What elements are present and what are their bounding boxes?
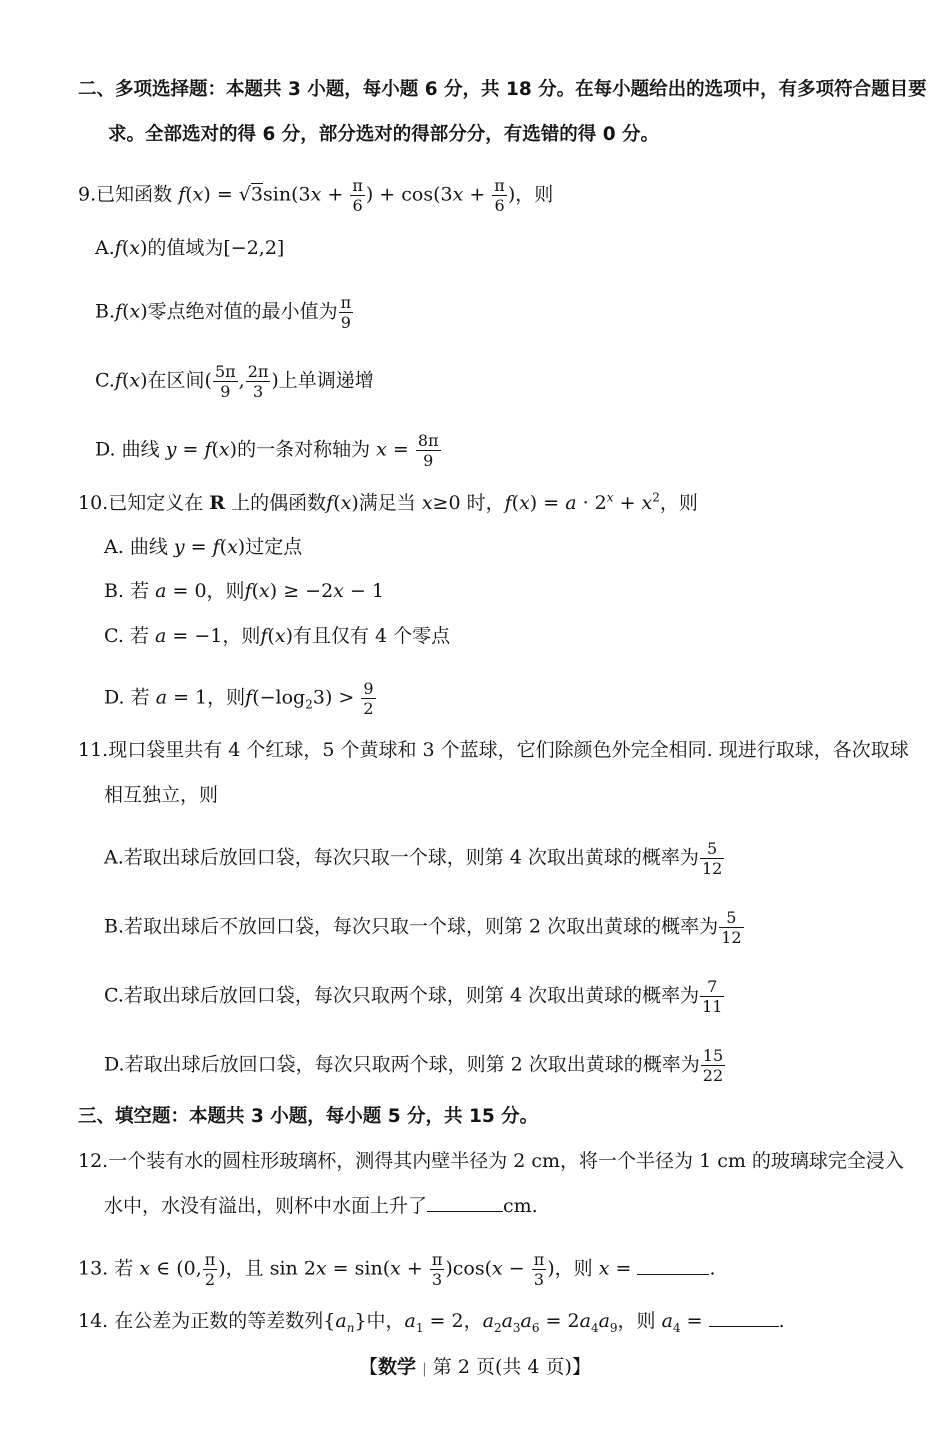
option-label: A.: [95, 237, 115, 259]
fraction-denominator: 11: [702, 997, 723, 1016]
fraction: [700, 839, 724, 878]
unit-text: cm.: [503, 1195, 538, 1217]
fraction: $\frac{\pi}{6}$: [494, 176, 505, 215]
question-10-option-b: B. 若 a = 0，则f(x) ≥ −2x − 1: [104, 580, 384, 602]
option-text: 的一条对称轴为: [237, 438, 371, 461]
question-12-line2: [104, 1194, 538, 1218]
stem-text: ，且: [225, 1257, 264, 1280]
section2-heading-line1: 二、多项选择题：本题共 3 小题，每小题 6 分，共 18 分。在每小题给出的选项中，有多项符合题目要: [78, 79, 927, 100]
answer-blank[interactable]: [427, 1210, 503, 1212]
option-label: A.: [104, 536, 124, 558]
stem-text: 已知函数: [96, 183, 173, 206]
answer-blank[interactable]: [709, 1325, 779, 1327]
question-9-option-b: B.f(x)零点绝对值的最小值为 $\frac{\pi}{9}$: [95, 293, 352, 332]
stem-tail: ，则: [515, 183, 554, 206]
question-11-option-b: [104, 908, 745, 947]
section2-heading-line2: 求。全部选对的得 6 分，部分选对的得部分分，有选错的得 0 分。: [108, 124, 660, 145]
stem-text: ，则: [617, 1310, 656, 1332]
fraction: [700, 977, 724, 1016]
stem-text: 一个装有水的圆柱形玻璃杯，测得其内壁半径为 2 cm，将一个半径为 1 cm 的玻璃球完全浸入: [108, 1150, 904, 1172]
option-text: 若取出球后放回口袋，每次只取两个球，则第 4 次取出黄球的概率为: [123, 984, 700, 1007]
option-text: ，则: [207, 686, 246, 709]
fraction: $\frac{8\pi}{9}$: [417, 431, 439, 470]
option-text: 过定点: [245, 536, 303, 558]
option-label: C.: [95, 369, 115, 392]
fraction: [719, 908, 743, 947]
question-10-option-c: C. 若 a = −1，则f(x)有且仅有 4 个零点: [104, 625, 451, 647]
question-9-stem: 9.已知函数 f(x) = √3sin(3x + $\frac{\pi}{6}$ ) + cos(3x + $\frac{\pi}{6}$ )，则: [78, 176, 554, 215]
question-11-stem-line2: 相互独立，则: [104, 784, 219, 806]
fraction-numerator: 5: [719, 908, 743, 928]
option-label: B.: [104, 915, 125, 938]
option-label: A.: [104, 846, 124, 869]
fraction-denominator: 12: [721, 928, 742, 947]
stem-text: 时，: [466, 492, 505, 514]
stem-text: 现口袋里共有 4 个红球，5 个黄球和 3 个蓝球，它们除颜色外完全相同. 现进行取球，各次取球: [108, 739, 909, 761]
option-text: 曲线: [121, 438, 160, 461]
option-text: 若取出球后放回口袋，每次只取两个球，则第 2 次取出黄球的概率为: [124, 1053, 700, 1076]
question-number: 13.: [78, 1257, 109, 1280]
option-text: 若取出球后不放回口袋，每次只取一个球，则第 2 次取出黄球的概率为: [124, 915, 719, 938]
option-text: ，则: [222, 625, 261, 647]
stem-text: 在公差为正数的等差数列: [114, 1310, 324, 1332]
fraction: $\frac{\pi}{2}$: [204, 1250, 216, 1289]
stem-text: 满足当: [358, 492, 416, 514]
option-label: B.: [95, 300, 116, 323]
option-text: 曲线: [129, 536, 168, 558]
question-10-stem: 10.已知定义在 R 上的偶函数f(x)满足当 x≥0 时，$f(x) = a \cdot 2^x + x^2$，则: [78, 490, 698, 514]
fraction-denominator: 22: [702, 1066, 724, 1085]
option-label: D.: [95, 438, 116, 461]
footer-page-number: 第 2 页(共 4 页): [432, 1356, 572, 1378]
fraction-denominator: 12: [701, 859, 723, 878]
question-9-option-a: A.f(x)的值域为[−2,2]: [95, 237, 285, 259]
real-set-symbol: R: [209, 492, 226, 514]
fraction-numerator: 7: [700, 977, 724, 997]
question-number: 11.: [78, 739, 109, 761]
option-label: D.: [104, 686, 125, 709]
question-number: 9.: [78, 183, 97, 206]
question-11-option-d: [104, 1046, 726, 1085]
question-number: 12.: [78, 1150, 109, 1172]
fraction-numerator: 15: [702, 1046, 724, 1065]
option-text: 若: [130, 580, 150, 602]
option-text: 若: [129, 625, 149, 647]
fraction: $\frac{\pi}{3}$: [431, 1250, 443, 1289]
option-text: 有且仅有 4 个零点: [292, 625, 451, 647]
option-text: 零点绝对值的最小值为: [147, 300, 338, 323]
question-11-option-c: [104, 977, 725, 1016]
option-text: 在区间(: [147, 369, 212, 392]
fraction: $\frac{\pi}{6}$: [352, 176, 363, 215]
option-text: )上单调递增: [271, 369, 374, 392]
fraction: $\frac{\pi}{3}$: [533, 1250, 545, 1289]
stem-text: 已知定义在: [108, 492, 204, 514]
option-text: 若取出球后放回口袋，每次只取一个球，则第 4 次取出黄球的概率为: [123, 846, 699, 869]
fraction: $\frac{2\pi}{3}$: [247, 362, 269, 401]
page-footer: 【数学 | 第 2 页(共 4 页)】: [359, 1356, 591, 1378]
fraction: $\frac{5\pi}{9}$: [214, 362, 236, 401]
question-number: 14.: [78, 1310, 109, 1332]
option-text: 的值域为[−2,2]: [147, 237, 285, 259]
fraction: $\frac{9}{2}$: [363, 679, 374, 718]
stem-text: 水中，水没有溢出，则杯中水面上升了: [104, 1195, 428, 1217]
answer-blank[interactable]: [637, 1273, 709, 1275]
stem-text: ，则: [554, 1257, 593, 1280]
option-label: D.: [104, 1053, 125, 1076]
stem-text: 中，: [366, 1310, 405, 1332]
question-number: 10.: [78, 492, 109, 514]
stem-text: 若: [114, 1257, 134, 1280]
question-12-line1: [78, 1149, 904, 1173]
stem-tail: ，则: [659, 492, 698, 514]
question-14: 14. 在公差为正数的等差数列$\{a_n\}$中，$a_1 = 2$，$a_2a_3a_6 = 2a_4a_9$，则 $a_4$ = .: [78, 1310, 785, 1335]
question-11-stem-line1: [78, 738, 909, 762]
option-label: C.: [104, 984, 124, 1007]
fraction: [701, 1046, 725, 1085]
option-text: ，则: [206, 580, 245, 602]
fraction-numerator: 5: [700, 839, 724, 859]
section3-heading: 三、填空题：本题共 3 小题，每小题 5 分，共 15 分。: [78, 1106, 539, 1127]
stem-text: 上的偶函数: [231, 492, 327, 514]
option-label: B.: [104, 580, 125, 602]
question-10-option-d: D. 若 a = 1，则$f(-\log_23)$ > $\frac{9}{2}$: [104, 679, 374, 718]
footer-subject: 数学: [378, 1356, 417, 1378]
question-10-option-a: A. 曲线 y = f(x)过定点: [104, 536, 303, 558]
question-9-option-d: D. 曲线 y = f(x)的一条对称轴为 x = $\frac{8\pi}{9}$: [95, 431, 439, 470]
option-label: C.: [104, 625, 124, 647]
option-text: 若: [130, 686, 150, 709]
question-11-option-a: [104, 839, 725, 878]
question-9-option-c: C.f(x)在区间( $\frac{5\pi}{9}$ , $\frac{2\pi}{3}$ )上单调递增: [95, 362, 374, 401]
question-13: 13. 若 x ∈ (0, $\frac{\pi}{2}$ )，且 sin 2x = sin(x + $\frac{\pi}{3}$ )cos(x − $\frac{\pi}{3}$ )，则 x = .: [78, 1250, 716, 1289]
fraction: $\frac{\pi}{9}$: [340, 293, 352, 332]
